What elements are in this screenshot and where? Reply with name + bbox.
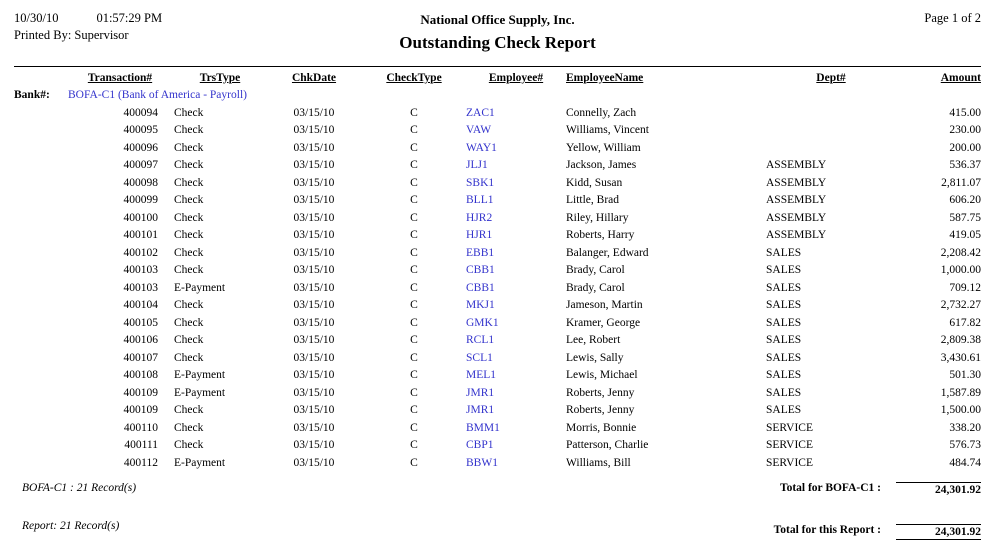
cell-amount: 576.73 <box>949 439 981 451</box>
cell-trstype: Check <box>174 229 204 241</box>
table-row <box>14 402 981 420</box>
cell-dept: ASSEMBLY <box>766 176 827 189</box>
cell-amount: 536.37 <box>949 159 981 171</box>
column-header-trstype: TrsType <box>199 72 241 84</box>
cell-employee-name: Williams, Vincent <box>566 124 649 136</box>
cell-employee[interactable]: JMR1 <box>466 404 495 416</box>
cell-dept: SALES <box>766 369 802 381</box>
cell-checktype: C <box>410 229 418 241</box>
cell-checktype: C <box>410 246 418 259</box>
cell-dept <box>766 105 896 123</box>
column-header-employee: Employee# <box>488 72 544 84</box>
cell-transaction: 400094 <box>123 106 158 119</box>
cell-trstype: Check <box>174 211 204 224</box>
table-row <box>14 140 981 158</box>
report-record-count: Report: 21 Record(s) <box>22 520 120 532</box>
cell-amount: 587.75 <box>949 211 981 224</box>
table-row <box>14 227 981 245</box>
cell-dept: SALES <box>766 246 802 259</box>
table-row <box>14 262 981 280</box>
cell-bank-spacer <box>14 227 66 245</box>
cell-transaction: 400097 <box>123 159 158 171</box>
cell-checktype: C <box>410 439 418 451</box>
table-row <box>14 350 981 368</box>
cell-employee[interactable]: MKJ1 <box>466 299 495 311</box>
cell-employee-name: Kidd, Susan <box>566 176 623 189</box>
cell-transaction: 400104 <box>123 299 158 311</box>
cell-dept: ASSEMBLY <box>766 229 827 241</box>
cell-checktype: C <box>410 141 418 154</box>
cell-dept <box>766 122 896 140</box>
cell-trstype: Check <box>174 404 204 416</box>
cell-checktype: C <box>410 176 418 189</box>
group-record-count: BOFA-C1 : 21 Record(s) <box>22 482 137 494</box>
cell-employee-name: Yellow, William <box>566 141 641 154</box>
cell-bank-spacer <box>14 105 66 123</box>
cell-checktype: C <box>410 106 418 119</box>
group-total-label: Total for BOFA-C1 : <box>779 482 881 494</box>
cell-employee[interactable]: VAW <box>466 124 492 136</box>
cell-employee-name: Roberts, Jenny <box>566 386 635 399</box>
cell-bank-spacer <box>14 350 66 368</box>
cell-chkdate: 03/15/10 <box>293 456 335 469</box>
cell-bank-spacer <box>14 402 66 420</box>
cell-dept: SALES <box>766 351 802 364</box>
cell-employee[interactable]: BBW1 <box>466 456 498 469</box>
cell-trstype: Check <box>174 141 204 154</box>
cell-trstype: E-Payment <box>174 369 226 381</box>
cell-employee[interactable]: BLL1 <box>466 194 494 206</box>
table-row <box>14 157 981 175</box>
table-row <box>14 437 981 455</box>
cell-employee-name: Roberts, Harry <box>566 229 635 241</box>
table-body <box>14 87 981 472</box>
column-header-amount: Amount <box>940 72 981 84</box>
cell-amount: 3,430.61 <box>940 351 981 364</box>
cell-amount: 1,500.00 <box>940 404 981 416</box>
cell-checktype: C <box>410 159 418 171</box>
table-row <box>14 245 981 263</box>
cell-transaction: 400109 <box>123 404 158 416</box>
cell-checktype: C <box>410 211 418 224</box>
report-footer <box>14 520 981 542</box>
header-date: 10/30/10 <box>14 11 59 25</box>
cell-trstype: E-Payment <box>174 281 226 294</box>
cell-dept: SERVICE <box>766 456 813 469</box>
cell-employee-name: Brady, Carol <box>566 281 625 294</box>
cell-checktype: C <box>410 281 418 294</box>
company-name: National Office Supply, Inc. <box>420 12 575 27</box>
cell-checktype: C <box>410 351 418 364</box>
cell-chkdate: 03/15/10 <box>293 439 335 451</box>
cell-employee[interactable]: EBB1 <box>466 246 495 259</box>
cell-dept: SALES <box>766 404 802 416</box>
cell-amount: 484.74 <box>949 456 981 469</box>
cell-trstype: Check <box>174 159 204 171</box>
table-row <box>14 332 981 350</box>
report-total-value: 24,301.92 <box>896 524 981 540</box>
cell-transaction: 400111 <box>124 439 158 451</box>
cell-dept: SALES <box>766 264 802 276</box>
cell-transaction: 400100 <box>123 211 158 224</box>
column-header-checktype: CheckType <box>386 72 442 84</box>
cell-bank-spacer <box>14 332 66 350</box>
cell-employee-name: Lee, Robert <box>566 334 621 346</box>
table-row <box>14 175 981 193</box>
cell-transaction: 400096 <box>123 141 158 154</box>
cell-employee[interactable]: CBP1 <box>466 439 494 451</box>
cell-chkdate: 03/15/10 <box>293 299 335 311</box>
cell-trstype: Check <box>174 106 204 119</box>
cell-dept: SALES <box>766 386 802 399</box>
cell-checktype: C <box>410 456 418 469</box>
cell-chkdate: 03/15/10 <box>293 264 335 276</box>
cell-trstype: Check <box>174 124 204 136</box>
report-total-label: Total for this Report : <box>773 524 881 536</box>
cell-chkdate: 03/15/10 <box>293 421 335 434</box>
cell-checktype: C <box>410 386 418 399</box>
cell-transaction: 400099 <box>123 194 158 206</box>
cell-amount: 415.00 <box>949 106 981 119</box>
cell-employee-name: Roberts, Jenny <box>566 404 635 416</box>
cell-chkdate: 03/15/10 <box>293 159 335 171</box>
table-header-row <box>14 67 981 87</box>
cell-checktype: C <box>410 316 418 329</box>
cell-employee-name: Kramer, George <box>566 316 641 329</box>
cell-employee-name: Brady, Carol <box>566 264 625 276</box>
table-row <box>14 315 981 333</box>
cell-amount: 1,000.00 <box>940 264 981 276</box>
cell-bank-spacer <box>14 367 66 385</box>
cell-bank-spacer <box>14 175 66 193</box>
cell-amount: 419.05 <box>949 229 981 241</box>
cell-employee[interactable]: HJR2 <box>466 211 493 224</box>
cell-chkdate: 03/15/10 <box>293 194 335 206</box>
cell-employee[interactable]: GMK1 <box>466 316 499 329</box>
cell-amount: 2,809.38 <box>940 334 981 346</box>
document-header <box>0 0 995 60</box>
cell-dept: ASSEMBLY <box>766 159 827 171</box>
cell-amount: 709.12 <box>949 281 981 294</box>
cell-bank-spacer <box>14 420 66 438</box>
cell-bank-spacer <box>14 455 66 473</box>
table-row <box>14 192 981 210</box>
cell-transaction: 400098 <box>123 176 158 189</box>
cell-bank-spacer <box>14 280 66 298</box>
header-page-number: Page 1 of 2 <box>924 11 981 25</box>
cell-checktype: C <box>410 421 418 434</box>
column-header-employee-name: EmployeeName <box>566 72 644 84</box>
cell-amount: 230.00 <box>949 124 981 136</box>
cell-checktype: C <box>410 334 418 346</box>
cell-employee[interactable]: ZAC1 <box>466 106 495 119</box>
table-row <box>14 385 981 403</box>
table-row <box>14 122 981 140</box>
cell-dept: SERVICE <box>766 439 813 451</box>
cell-trstype: Check <box>174 421 204 434</box>
table-row <box>14 420 981 438</box>
cell-trstype: Check <box>174 334 204 346</box>
cell-transaction: 400107 <box>123 351 158 364</box>
column-header-chkdate: ChkDate <box>291 72 337 84</box>
cell-chkdate: 03/15/10 <box>293 316 335 329</box>
cell-dept <box>766 140 896 158</box>
cell-trstype: Check <box>174 246 204 259</box>
bank-label: Bank#: <box>14 89 50 101</box>
cell-amount: 1,587.89 <box>940 386 981 399</box>
table-row <box>14 455 981 473</box>
cell-dept: ASSEMBLY <box>766 211 827 224</box>
bank-value[interactable]: BOFA-C1 (Bank of America - Payroll) <box>68 89 247 101</box>
cell-bank-spacer <box>14 297 66 315</box>
bank-group-row <box>14 87 981 105</box>
cell-transaction: 400103 <box>123 264 158 276</box>
cell-employee-name: Little, Brad <box>566 194 620 206</box>
cell-amount: 338.20 <box>949 421 981 434</box>
cell-trstype: E-Payment <box>174 456 226 469</box>
cell-amount: 501.30 <box>949 369 981 381</box>
header-time: 01:57:29 PM <box>96 11 163 25</box>
cell-trstype: Check <box>174 299 204 311</box>
cell-employee-name: Williams, Bill <box>566 456 631 469</box>
cell-transaction: 400095 <box>123 124 158 136</box>
cell-employee-name: Connelly, Zach <box>566 106 637 119</box>
group-total-value: 24,301.92 <box>896 482 981 496</box>
cell-employee[interactable]: BMM1 <box>466 421 500 434</box>
cell-bank-spacer <box>14 315 66 333</box>
cell-trstype: E-Payment <box>174 386 226 399</box>
cell-bank-spacer <box>14 245 66 263</box>
cell-chkdate: 03/15/10 <box>293 351 335 364</box>
column-spacer <box>14 67 66 87</box>
cell-dept: SALES <box>766 281 802 294</box>
cell-transaction: 400110 <box>123 421 158 434</box>
cell-trstype: Check <box>174 316 204 329</box>
cell-bank-spacer <box>14 385 66 403</box>
table-row <box>14 105 981 123</box>
cell-trstype: Check <box>174 439 204 451</box>
cell-employee-name: Lewis, Sally <box>566 351 624 364</box>
cell-transaction: 400102 <box>123 246 158 259</box>
cell-bank-spacer <box>14 122 66 140</box>
cell-employee[interactable]: SBK1 <box>466 176 495 189</box>
cell-chkdate: 03/15/10 <box>293 246 335 259</box>
cell-bank-spacer <box>14 262 66 280</box>
cell-amount: 2,208.42 <box>940 246 981 259</box>
cell-employee-name: Lewis, Michael <box>566 369 638 381</box>
cell-transaction: 400109 <box>123 386 158 399</box>
cell-dept: SALES <box>766 334 802 346</box>
cell-transaction: 400103 <box>123 281 158 294</box>
header-printed-by: Printed By: Supervisor <box>14 28 129 42</box>
cell-trstype: Check <box>174 264 204 276</box>
header-left-block <box>14 10 162 44</box>
cell-transaction: 400112 <box>123 456 158 469</box>
cell-employee[interactable]: JMR1 <box>466 386 495 399</box>
cell-employee[interactable]: JLJ1 <box>466 159 488 171</box>
cell-chkdate: 03/15/10 <box>293 106 335 119</box>
cell-amount: 606.20 <box>949 194 981 206</box>
cell-checktype: C <box>410 194 418 206</box>
cell-chkdate: 03/15/10 <box>293 386 335 399</box>
cell-employee[interactable]: WAY1 <box>466 141 497 154</box>
table-row <box>14 210 981 228</box>
cell-employee-name: Morris, Bonnie <box>566 421 637 434</box>
cell-amount: 2,732.27 <box>940 299 981 311</box>
column-header-dept: Dept# <box>816 72 846 84</box>
cell-dept: ASSEMBLY <box>766 194 827 206</box>
header-date-time-row <box>14 10 162 27</box>
cell-dept: SALES <box>766 299 802 311</box>
cell-employee[interactable]: RCL1 <box>466 334 495 346</box>
cell-chkdate: 03/15/10 <box>293 141 335 154</box>
cell-chkdate: 03/15/10 <box>293 404 335 416</box>
cell-trstype: Check <box>174 176 204 189</box>
cell-trstype: Check <box>174 351 204 364</box>
cell-chkdate: 03/15/10 <box>293 211 335 224</box>
cell-employee[interactable]: CBB1 <box>466 264 495 276</box>
cell-employee-name: Jackson, James <box>566 159 637 171</box>
cell-transaction: 400106 <box>123 334 158 346</box>
cell-chkdate: 03/15/10 <box>293 176 335 189</box>
cell-bank-spacer <box>14 157 66 175</box>
cell-employee[interactable]: CBB1 <box>466 281 495 294</box>
cell-checktype: C <box>410 369 418 381</box>
cell-transaction: 400105 <box>123 316 158 329</box>
cell-checktype: C <box>410 124 418 136</box>
cell-checktype: C <box>410 299 418 311</box>
cell-employee-name: Balanger, Edward <box>566 246 649 259</box>
cell-dept: SALES <box>766 316 802 329</box>
cell-bank-spacer <box>14 192 66 210</box>
group-footer <box>14 482 981 500</box>
cell-chkdate: 03/15/10 <box>293 124 335 136</box>
cell-transaction: 400101 <box>123 229 158 241</box>
cell-checktype: C <box>410 264 418 276</box>
cell-bank-spacer <box>14 210 66 228</box>
cell-employee[interactable]: SCL1 <box>466 351 493 364</box>
cell-chkdate: 03/15/10 <box>293 369 335 381</box>
cell-amount: 200.00 <box>949 141 981 154</box>
cell-employee-name: Riley, Hillary <box>566 211 629 224</box>
cell-bank-spacer <box>14 140 66 158</box>
cell-employee[interactable]: HJR1 <box>466 229 493 241</box>
cell-dept: SERVICE <box>766 421 813 434</box>
page-title: Outstanding Check Report <box>399 33 596 52</box>
cell-employee-name: Patterson, Charlie <box>566 439 649 451</box>
cell-chkdate: 03/15/10 <box>293 229 335 241</box>
table-row <box>14 367 981 385</box>
cell-trstype: Check <box>174 194 204 206</box>
cell-transaction: 400108 <box>123 369 158 381</box>
column-header-transaction: Transaction# <box>87 72 153 84</box>
cell-employee-name: Jameson, Martin <box>566 299 643 311</box>
cell-amount: 2,811.07 <box>941 176 981 189</box>
outstanding-check-table <box>14 67 981 472</box>
cell-bank-spacer <box>14 437 66 455</box>
cell-employee[interactable]: MEL1 <box>466 369 497 381</box>
cell-checktype: C <box>410 404 418 416</box>
table-row <box>14 280 981 298</box>
cell-amount: 617.82 <box>949 316 981 329</box>
cell-chkdate: 03/15/10 <box>293 334 335 346</box>
table-row <box>14 297 981 315</box>
cell-chkdate: 03/15/10 <box>293 281 335 294</box>
